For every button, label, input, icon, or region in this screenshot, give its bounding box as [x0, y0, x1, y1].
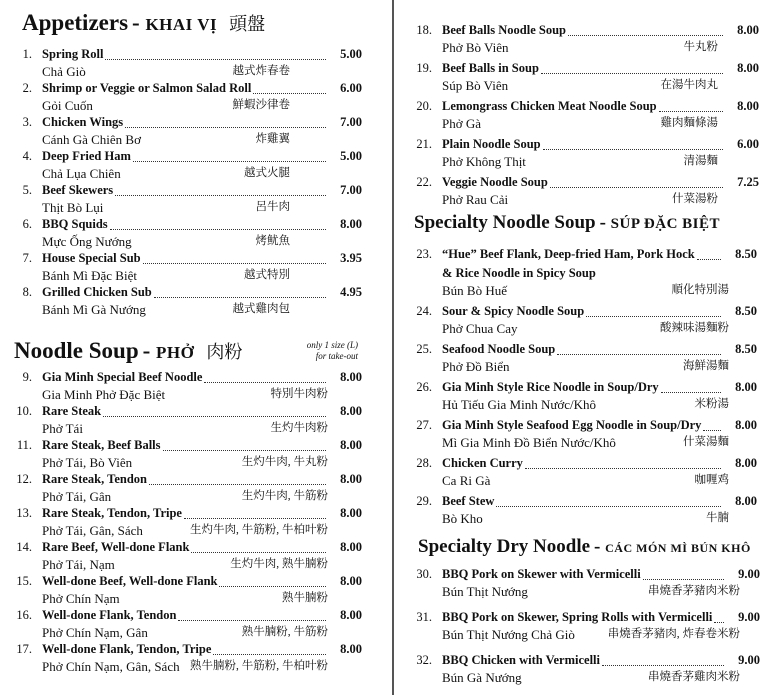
dot-leader [178, 620, 326, 621]
menu-item [396, 303, 780, 337]
item-number: 28. [416, 456, 432, 470]
dot-leader [154, 297, 326, 298]
item-name-en: Deep Fried Ham [42, 149, 131, 163]
item-name-vn: Ca Ri Gà [442, 473, 491, 488]
dot-leader [714, 622, 724, 623]
item-name-vn: Bánh Mì Đặc Biệt [42, 268, 137, 283]
menu-item [396, 341, 780, 375]
item-name-cn: 越式雞肉包 [232, 303, 290, 315]
item-price: 5.00 [340, 47, 362, 61]
item-number: 16. [16, 608, 32, 622]
specialty-soup-heading: Specialty Noodle Soup - SÚP ĐẶC BIỆT [414, 212, 721, 233]
item-price: 7.00 [340, 183, 362, 197]
item-name-vn: Chả Lụa Chiên [42, 166, 121, 181]
menu-item [0, 641, 390, 675]
item-name-vn: Phở Chín Nạm, Gân, Sách [42, 659, 180, 674]
dot-leader [659, 111, 723, 112]
item-number: 30. [416, 567, 432, 581]
item-name-cn: 牛丸粉 [683, 41, 718, 53]
menu-item [0, 114, 390, 148]
item-price: 4.95 [340, 285, 362, 299]
item-number: 13. [16, 506, 32, 520]
item-price: 8.00 [737, 61, 759, 75]
item-price: 8.50 [735, 304, 757, 318]
item-price: 8.00 [735, 418, 757, 432]
dot-leader [253, 93, 326, 94]
item-name-cn: 順化特別湯 [671, 284, 729, 296]
dot-leader [541, 73, 723, 74]
item-name-en: BBQ Pork on Skewer, Spring Rolls with Vermicelli [442, 610, 713, 624]
appetizers-title-en: Appetizers [22, 10, 129, 35]
item-name-vn: Phở Chín Nạm [42, 591, 120, 606]
noodle-soup-title-cn: 肉粉 [206, 342, 243, 362]
item-number: 1. [22, 47, 32, 61]
specialty-dry-heading: Specialty Dry Noodle - CÁC MÓN MÌ BÚN KHÔ [418, 536, 751, 557]
item-name-cn: 在湯牛肉丸 [660, 79, 718, 91]
item-name-cn: 越式炸春卷 [232, 65, 290, 77]
item-price: 8.00 [340, 217, 362, 231]
menu-item [0, 573, 390, 607]
item-name-cn: 生灼牛肉, 牛丸粉 [241, 456, 328, 468]
item-price: 8.00 [340, 506, 362, 520]
dot-leader [496, 506, 721, 507]
specialty-soup-title-en: Specialty Noodle Soup [414, 212, 596, 233]
item-price: 8.50 [735, 342, 757, 356]
item-name-en: Gia Minh Style Rice Noodle in Soup/Dry [442, 380, 659, 394]
item-name-vn: Chả Giò [42, 64, 86, 79]
item-number: 19. [416, 61, 432, 75]
menu-item [396, 246, 780, 299]
menu-item [0, 284, 390, 318]
item-name-en: Beef Skewers [42, 183, 114, 197]
item-number: 20. [416, 99, 432, 113]
item-price: 8.00 [340, 404, 362, 418]
item-price: 8.00 [340, 642, 362, 656]
item-name-en: Chicken Curry [442, 456, 523, 470]
item-price: 8.00 [735, 494, 757, 508]
item-price: 8.00 [737, 23, 759, 37]
appetizers-title-vn: KHAI VỊ [145, 15, 218, 34]
item-name-en: Grilled Chicken Sub [42, 285, 152, 299]
item-price: 8.00 [340, 608, 362, 622]
item-number: 15. [16, 574, 32, 588]
item-name-vn: Phở Tái [42, 421, 83, 436]
menu-item [0, 471, 390, 505]
dot-leader [213, 654, 326, 655]
item-name-vn: Phở Chua Cay [442, 321, 518, 336]
item-name-vn: Phở Chín Nạm, Gân [42, 625, 148, 640]
item-name-en: Seafood Noodle Soup [442, 342, 556, 356]
item-name-en: Beef Balls in Soup [442, 61, 539, 75]
item-name-cn: 越式特別 [244, 269, 290, 281]
menu-item [0, 250, 390, 284]
item-name-cn: 呂牛肉 [255, 201, 290, 213]
item-number: 27. [416, 418, 432, 432]
menu-item [396, 417, 780, 451]
specialty-dry-title-vn: CÁC MÓN MÌ BÚN KHÔ [605, 541, 751, 555]
item-name-cn: 清湯麵 [683, 155, 718, 167]
item-name-cn: 咖喱鸡 [694, 474, 729, 486]
item-price: 9.00 [738, 653, 760, 667]
appetizers-heading: Appetizers - KHAI VỊ 頭盤 [22, 10, 266, 35]
item-price: 9.00 [738, 567, 760, 581]
item-name-en: Gia Minh Special Beef Noodle [42, 370, 203, 384]
item-name-cn: 鮮蝦沙律卷 [232, 99, 290, 111]
item-price: 7.00 [340, 115, 362, 129]
item-name-cn: 雞肉麵條湯 [660, 117, 718, 129]
item-name-en: Beef Balls Noodle Soup [442, 23, 566, 37]
noodle-soup-title-vn: PHỞ [156, 343, 195, 362]
dot-leader [557, 354, 721, 355]
dot-leader [105, 59, 326, 60]
item-name-en: Rare Steak, Tendon [42, 472, 148, 486]
item-name-en: Shrimp or Veggie or Salmon Salad Roll [42, 81, 252, 95]
dot-leader [643, 579, 724, 580]
item-number: 7. [22, 251, 32, 265]
menu-item [0, 403, 390, 437]
item-name-en: Beef Stew [442, 494, 495, 508]
item-name-vn: Thịt Bò Lụi [42, 200, 104, 215]
item-name-cn: 生灼牛肉, 牛筋粉, 牛柏叶粉 [190, 524, 328, 536]
item-name-vn: Bún Bò Huế [442, 283, 507, 298]
item-number: 8. [22, 285, 32, 299]
item-price: 8.00 [735, 456, 757, 470]
item-name-en: Spring Roll [42, 47, 104, 61]
menu-item [396, 493, 780, 527]
item-name-cn: 串燒香茅豬肉, 炸春卷米粉 [607, 628, 740, 640]
item-name-vn: Bánh Mì Gà Nướng [42, 302, 146, 317]
item-name-vn: Phở Đồ Biển [442, 359, 510, 374]
noodle-soup-title-en: Noodle Soup [14, 338, 139, 363]
item-number: 12. [16, 472, 32, 486]
menu-item [396, 98, 780, 132]
item-name-vn: Mực Ống Nướng [42, 234, 132, 249]
item-number: 32. [416, 653, 432, 667]
item-price: 7.25 [737, 175, 759, 189]
item-name-cn: 烤鱿魚 [255, 235, 290, 247]
item-name-vn: Phở Tái, Nạm [42, 557, 115, 572]
item-price: 8.00 [340, 574, 362, 588]
menu-item [0, 182, 390, 216]
item-number: 23. [416, 247, 432, 261]
item-name-en: Rare Steak [42, 404, 102, 418]
item-name-en: BBQ Squids [42, 217, 108, 231]
item-name-vn: Phở Bò Viên [442, 40, 509, 55]
item-name-vn: Gia Minh Phở Đặc Biệt [42, 387, 166, 402]
dot-leader [703, 430, 721, 431]
item-number: 18. [416, 23, 432, 37]
item-name-en: Well-done Flank, Tendon [42, 608, 177, 622]
dot-leader [133, 161, 326, 162]
size-note-line1: only 1 size (L) [306, 340, 358, 350]
item-name-cn: 什菜湯粉 [672, 193, 718, 205]
item-price: 6.00 [737, 137, 759, 151]
menu-item [396, 22, 780, 56]
item-name-cn: 熟牛腩粉, 牛筋粉, 牛柏叶粉 [190, 660, 328, 672]
item-number: 5. [22, 183, 32, 197]
size-note [290, 340, 358, 362]
item-name-vn: Phở Không Thịt [442, 154, 526, 169]
item-name-cn: 串燒香茅豬肉米粉 [648, 585, 740, 597]
dot-leader [103, 416, 326, 417]
item-price: 8.00 [737, 99, 759, 113]
dot-leader [586, 316, 721, 317]
item-number: 25. [416, 342, 432, 356]
menu-item [0, 505, 390, 539]
dot-leader [125, 127, 326, 128]
item-name-en: BBQ Pork on Skewer with Vermicelli [442, 567, 641, 581]
menu-item [396, 60, 780, 94]
dot-leader [219, 586, 326, 587]
dot-leader [115, 195, 326, 196]
noodle-soup-heading: Noodle Soup - PHỞ 肉粉 [14, 338, 243, 363]
item-number: 6. [22, 217, 32, 231]
item-name-vn: Bún Thịt Nướng [442, 584, 528, 599]
menu-item [0, 148, 390, 182]
item-name-cn: 酸辣味湯麵粉 [660, 322, 729, 334]
menu-item [0, 539, 390, 573]
item-number: 17. [16, 642, 32, 656]
dot-leader [697, 259, 721, 260]
item-price: 8.00 [735, 380, 757, 394]
item-price: 5.00 [340, 149, 362, 163]
dot-leader [525, 468, 721, 469]
item-name-vn: Bún Gà Nướng [442, 670, 522, 685]
size-note-line2: for take-out [315, 351, 358, 361]
menu-item [396, 455, 780, 489]
item-name-cn: 熟牛腩粉, 牛筋粉 [241, 626, 328, 638]
item-price: 3.95 [340, 251, 362, 265]
item-number: 22. [416, 175, 432, 189]
item-name-vn: Hủ Tiếu Gia Minh Nước/Khô [442, 397, 597, 412]
item-number: 3. [22, 115, 32, 129]
column-divider [392, 0, 394, 695]
menu-item [396, 609, 780, 643]
menu-item [396, 379, 780, 413]
item-name-en-line2: & Rice Noodle in Spicy Soup [442, 266, 596, 280]
item-number: 31. [416, 610, 432, 624]
item-name-en: Well-done Beef, Well-done Flank [42, 574, 218, 588]
dot-leader [143, 263, 326, 264]
menu-item [0, 607, 390, 641]
item-name-en: BBQ Chicken with Vermicelli [442, 653, 600, 667]
item-name-vn: Phở Gà [442, 116, 482, 131]
item-name-en: Rare Beef, Well-done Flank [42, 540, 190, 554]
item-number: 14. [16, 540, 32, 554]
menu-item [0, 369, 390, 403]
item-name-cn: 生灼牛肉, 牛筋粉 [241, 490, 328, 502]
item-name-cn: 米粉湯 [694, 398, 729, 410]
menu-item [396, 136, 780, 170]
menu-item [0, 46, 390, 80]
item-name-vn: Gỏi Cuốn [42, 98, 93, 113]
item-name-en: Rare Steak, Beef Balls [42, 438, 161, 452]
item-name-cn: 串燒香茅雞肉米粉 [648, 671, 740, 683]
item-number: 10. [16, 404, 32, 418]
item-name-vn: Bò Kho [442, 511, 483, 526]
item-number: 26. [416, 380, 432, 394]
item-price: 8.00 [340, 370, 362, 384]
item-name-cn: 越式火腿 [244, 167, 290, 179]
menu-item [396, 566, 780, 600]
item-name-vn: Súp Bò Viên [442, 78, 509, 93]
item-name-en: Rare Steak, Tendon, Tripe [42, 506, 182, 520]
item-name-vn: Phở Tái, Gân, Sách [42, 523, 143, 538]
item-name-en: Sour & Spicy Noodle Soup [442, 304, 585, 318]
item-number: 9. [22, 370, 32, 384]
item-name-vn: Phở Tái, Gân [42, 489, 112, 504]
item-number: 2. [22, 81, 32, 95]
item-name-cn: 炸雞翼 [255, 133, 290, 145]
dot-leader [568, 35, 723, 36]
item-name-vn: Phở Tái, Bò Viên [42, 455, 133, 470]
item-name-cn: 熟牛腩粉 [282, 592, 328, 604]
item-name-cn: 特別牛肉粉 [270, 388, 328, 400]
item-name-en: Chicken Wings [42, 115, 124, 129]
item-number: 21. [416, 137, 432, 151]
specialty-soup-title-vn: SÚP ĐẶC BIỆT [610, 216, 721, 232]
item-price: 9.00 [738, 610, 760, 624]
dot-leader [204, 382, 326, 383]
dot-leader [110, 229, 326, 230]
item-number: 29. [416, 494, 432, 508]
item-name-vn: Cánh Gà Chiên Bơ [42, 132, 141, 147]
item-name-cn: 牛腩 [706, 512, 729, 524]
dot-leader [602, 665, 724, 666]
item-price: 8.00 [340, 438, 362, 452]
specialty-dry-title-en: Specialty Dry Noodle [418, 536, 591, 557]
dot-leader [543, 149, 723, 150]
menu-item [0, 437, 390, 471]
item-number: 11. [16, 438, 32, 452]
item-name-cn: 什菜湯麵 [683, 436, 729, 448]
menu-item [0, 216, 390, 250]
item-name-en: Lemongrass Chicken Meat Noodle Soup [442, 99, 657, 113]
item-price: 8.00 [340, 472, 362, 486]
item-price: 8.50 [735, 247, 757, 261]
item-name-cn: 海鮮湯麵 [683, 360, 729, 372]
menu-item [0, 80, 390, 114]
item-name-en: Well-done Flank, Tendon, Tripe [42, 642, 212, 656]
dot-leader [163, 450, 326, 451]
item-price: 8.00 [340, 540, 362, 554]
item-name-en: Veggie Noodle Soup [442, 175, 548, 189]
item-name-en: House Special Sub [42, 251, 141, 265]
dot-leader [184, 518, 326, 519]
dot-leader [149, 484, 326, 485]
item-name-en: “Hue” Beef Flank, Deep-fried Ham, Pork Hock [442, 247, 695, 261]
item-number: 4. [22, 149, 32, 163]
item-name-cn: 生灼牛肉粉 [270, 422, 328, 434]
dot-leader [550, 187, 723, 188]
dot-leader [661, 392, 721, 393]
item-name-en: Gia Minh Style Seafood Egg Noodle in Soup/Dry [442, 418, 702, 432]
item-name-vn: Mì Gia Minh Đồ Biển Nước/Khô [442, 435, 616, 450]
item-price: 6.00 [340, 81, 362, 95]
dot-leader [191, 552, 326, 553]
item-name-cn: 生灼牛肉, 熟牛腩粉 [230, 558, 328, 570]
menu-item [396, 652, 780, 686]
item-name-vn: Phở Rau Cải [442, 192, 509, 207]
item-name-en: Plain Noodle Soup [442, 137, 541, 151]
item-name-vn: Bún Thịt Nướng Chả Giò [442, 627, 575, 642]
appetizers-title-cn: 頭盤 [229, 14, 266, 34]
item-number: 24. [416, 304, 432, 318]
menu-item [396, 174, 780, 208]
